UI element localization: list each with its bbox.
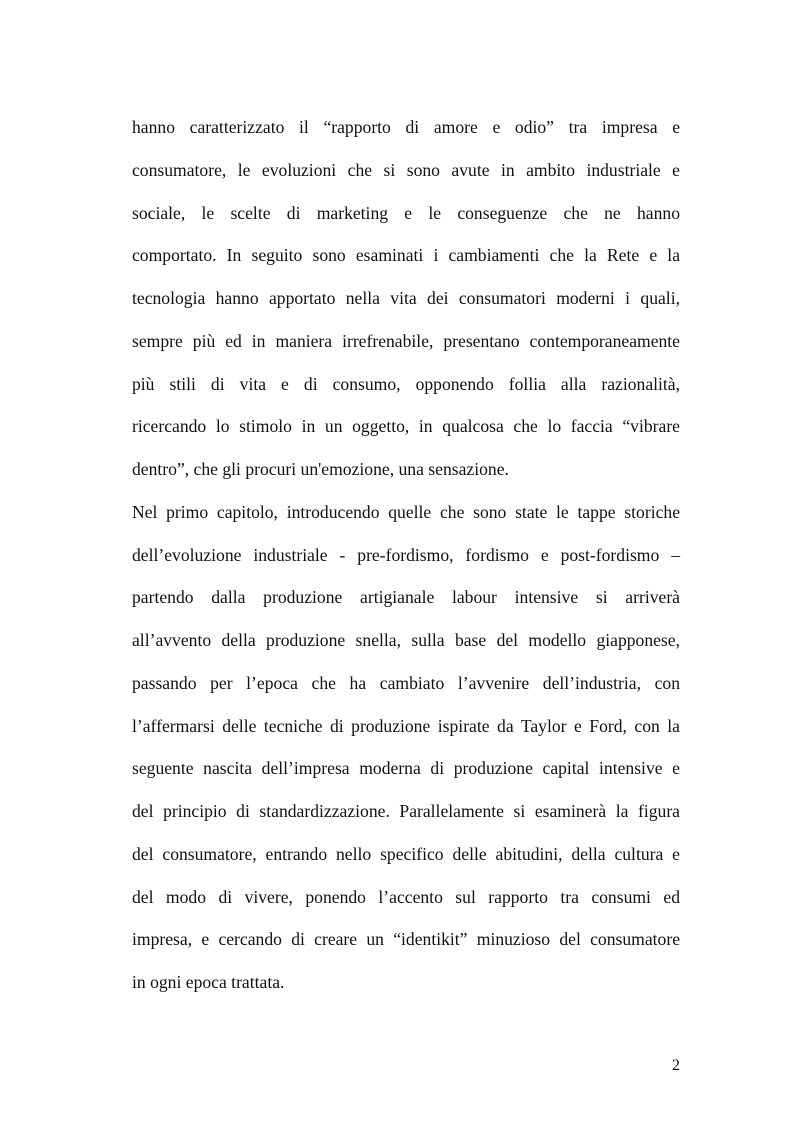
text-line: sempre più ed in maniera irrefrenabile, presentano contemporaneamente	[132, 331, 680, 351]
text-line: consumatore, le evoluzioni che si sono avute in ambito industriale e	[132, 160, 680, 180]
text-line: impresa, e cercando di creare un “identikit” minuzioso del consumatore	[132, 929, 680, 949]
text-line: del modo di vivere, ponendo l’accento sul rapporto tra consumi ed	[132, 887, 680, 907]
text-line: dell’evoluzione industriale - pre-fordismo, fordismo e post-fordismo –	[132, 545, 680, 565]
text-line: l’affermarsi delle tecniche di produzione ispirate da Taylor e Ford, con la	[132, 716, 680, 736]
text-line: ricercando lo stimolo in un oggetto, in qualcosa che lo faccia “vibrare	[132, 416, 680, 436]
text-line: più stili di vita e di consumo, opponendo follia alla razionalità,	[132, 374, 680, 394]
text-line: del principio di standardizzazione. Parallelamente si esaminerà la figura	[132, 801, 680, 821]
text-line: hanno caratterizzato il “rapporto di amore e odio” tra impresa e	[132, 117, 680, 137]
text-line: partendo dalla produzione artigianale labour intensive si arriverà	[132, 587, 680, 607]
text-line: passando per l’epoca che ha cambiato l’avvenire dell’industria, con	[132, 673, 680, 693]
page-number: 2	[672, 1057, 680, 1074]
text-line: tecnologia hanno apportato nella vita dei consumatori moderni i quali,	[132, 288, 680, 308]
text-line: seguente nascita dell’impresa moderna di produzione capital intensive e	[132, 758, 680, 778]
text-line: sociale, le scelte di marketing e le conseguenze che ne hanno	[132, 203, 680, 223]
text-line: dentro”, che gli procuri un'emozione, una sensazione.	[132, 459, 509, 479]
text-line: comportato. In seguito sono esaminati i cambiamenti che la Rete e la	[132, 245, 680, 265]
text-line: del consumatore, entrando nello specifico delle abitudini, della cultura e	[132, 844, 680, 864]
text-line: all’avvento della produzione snella, sulla base del modello giapponese,	[132, 630, 680, 650]
text-line: in ogni epoca trattata.	[132, 972, 285, 992]
text-line: Nel primo capitolo, introducendo quelle che sono state le tappe storiche	[132, 502, 680, 522]
